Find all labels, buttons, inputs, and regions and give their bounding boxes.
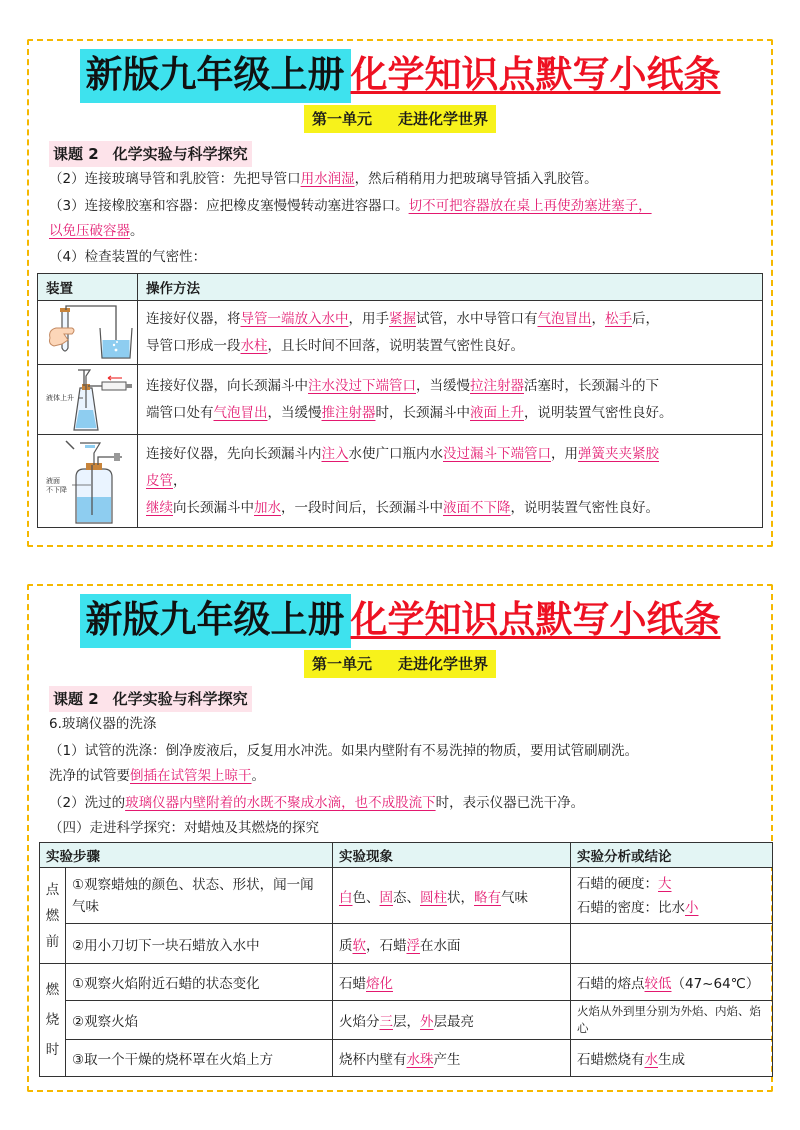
- text-span: 烧杯内壁有: [339, 1052, 407, 1068]
- answer-text: 大: [658, 875, 672, 892]
- answer-text: 圆柱: [420, 889, 447, 906]
- text-span: 层，: [393, 1014, 420, 1030]
- lesson-heading: [49, 686, 252, 712]
- text-span: 石蜡: [339, 976, 366, 992]
- text-span: 石蜡燃烧有: [577, 1052, 645, 1068]
- text-span: ，说明装置气密性良好。: [524, 404, 673, 421]
- apparatus-test-tube-icon: [38, 301, 138, 365]
- paragraph: [49, 194, 755, 244]
- apparatus-clamp-funnel-icon: [38, 435, 138, 528]
- paragraph: （4）检查装置的气密性：: [49, 249, 207, 265]
- answer-text: 液面不下降: [443, 499, 511, 516]
- table-cell: ①观察蜡烛的颜色、状态、形状，闻一闻气味: [66, 868, 333, 924]
- text-span: （2）连接玻璃导管和乳胶管：先把导管口: [49, 171, 301, 187]
- table-cell: [571, 868, 773, 924]
- text-span: 时，表示仪器已洗干净。: [435, 795, 585, 811]
- apparatus-label: 液面: [45, 477, 60, 485]
- answer-text: 注水没过下端管口: [308, 377, 416, 394]
- title-part2: 化学知识点默写小纸条: [350, 53, 721, 96]
- table-cell: [333, 868, 571, 924]
- lesson-name: 课题 2: [53, 145, 99, 163]
- table-cell: [138, 301, 763, 365]
- text-span: 端管口处有: [146, 404, 214, 421]
- answer-text: 导管一端放入水中: [240, 310, 349, 327]
- text-span: ，石蜡: [366, 937, 407, 954]
- apparatus-label: 液体上升: [45, 393, 74, 402]
- unit-subject: 走进化学世界: [398, 655, 489, 673]
- answer-text: 三: [379, 1014, 393, 1030]
- group-label: [40, 868, 66, 964]
- answer-text: 加水: [254, 499, 281, 516]
- answer-text: 较低: [644, 976, 672, 992]
- table-row: [38, 365, 763, 435]
- answer-text: 略有: [474, 889, 501, 906]
- table-header: 装置: [38, 274, 138, 301]
- table-row: [38, 301, 763, 365]
- table-cell: ①观察火焰附近石蜡的状态变化: [66, 964, 333, 1001]
- unit-row: [29, 650, 771, 678]
- table-header: 实验分析或结论: [571, 843, 773, 868]
- table-cell: [571, 964, 773, 1001]
- answer-text: 熔化: [366, 976, 393, 992]
- text-span: 在水面: [420, 937, 461, 954]
- unit-heading: [304, 650, 496, 678]
- apparatus-syringe-funnel-icon: [38, 365, 138, 435]
- title-part1: 新版九年级上册: [80, 49, 351, 103]
- text-span: 连接好仪器，先向长颈漏斗内: [146, 445, 322, 462]
- table-header-row: [38, 274, 763, 301]
- group-label-text: 点燃前: [45, 881, 60, 950]
- answer-text: 水柱: [240, 337, 268, 354]
- table-cell: [571, 1040, 773, 1077]
- text-span: ，用手: [348, 310, 389, 327]
- text-span: 色、: [352, 889, 380, 906]
- text-span: 。: [130, 223, 144, 239]
- text-span: 生成: [658, 1052, 685, 1068]
- section-heading: 6.玻璃仪器的洗涤: [49, 716, 157, 732]
- answer-text: 外: [420, 1014, 434, 1030]
- table-cell: ②用小刀切下一块石蜡放入水中: [66, 924, 333, 964]
- answer-text: 注入: [321, 445, 349, 462]
- title-part2: 化学知识点默写小纸条: [350, 598, 721, 641]
- text-span: （2）洗过的: [49, 795, 126, 811]
- text-span: 气味: [501, 889, 528, 906]
- table-row: [40, 1040, 773, 1077]
- text-span: 洗净的试管要: [49, 768, 130, 784]
- text-span: 时，长颈漏斗中: [375, 404, 470, 421]
- text-span: 向长颈漏斗中: [173, 499, 254, 516]
- text-span: 连接好仪器，将: [146, 310, 241, 327]
- table-cell: 火焰从外到里分别为外焰、内焰、焰心: [571, 1001, 773, 1040]
- lesson-subject: 化学实验与科学探究: [112, 690, 248, 708]
- lesson-subject: 化学实验与科学探究: [112, 145, 248, 163]
- table-cell: [333, 924, 571, 964]
- text-span: （47~64℃）: [671, 976, 760, 992]
- paragraph: [49, 791, 755, 816]
- table-row: [40, 964, 773, 1001]
- text-span: 试管，水中导管口有: [416, 310, 538, 327]
- text-span: 状，: [447, 889, 474, 906]
- text-span: ，: [173, 472, 187, 489]
- answer-text: 推注射器: [321, 404, 376, 421]
- text-span: 石蜡的熔点: [577, 976, 645, 992]
- unit-name: 第一单元: [311, 655, 372, 673]
- text-span: 质: [339, 937, 353, 954]
- answer-text: 小: [685, 899, 699, 916]
- table-row: [40, 1001, 773, 1040]
- answer-text: 弹簧夹夹紧胶: [578, 445, 659, 462]
- answer-text: 皮管: [146, 472, 173, 489]
- note-card-1: [27, 39, 773, 547]
- card-title: [29, 49, 771, 105]
- text-span: （1）试管的洗涤：倒净废液后，反复用水冲洗。如果内壁附有不易洗掉的物质，要用试管刷刷洗。: [49, 743, 639, 759]
- group-label-text: 燃烧时: [45, 982, 60, 1058]
- text-span: ，用: [551, 445, 578, 462]
- text-span: ，说明装置气密性良好。: [510, 499, 659, 516]
- answer-text: 以免压破容器: [49, 223, 130, 239]
- answer-text: 软: [352, 937, 366, 954]
- answer-text: 气泡冒出: [213, 404, 268, 421]
- lesson-name: 课题 2: [53, 690, 99, 708]
- card-title: [29, 594, 771, 650]
- text-span: ，当缓慢: [267, 404, 322, 421]
- unit-subject: 走进化学世界: [398, 110, 489, 128]
- airtightness-table: [37, 273, 763, 528]
- table-cell: [333, 1040, 571, 1077]
- table-header: 实验现象: [333, 843, 571, 868]
- answer-text: 玻璃仪器内壁附着的水既不聚成水滴，也不成股流下: [125, 795, 436, 811]
- candle-experiment-table: [39, 842, 773, 1077]
- answer-text: 固: [379, 889, 393, 906]
- answer-text: 拉注射器: [470, 377, 524, 394]
- answer-text: 水: [644, 1052, 658, 1068]
- text-span: 后，: [632, 310, 659, 327]
- text-span: 水使广口瓶内水: [348, 445, 443, 462]
- text-span: 活塞时，长颈漏斗的下: [524, 377, 659, 394]
- text-span: ，一段时间后，长颈漏斗中: [281, 499, 443, 516]
- text-span: 层最亮: [433, 1014, 474, 1030]
- group-label: [40, 964, 66, 1077]
- table-header-row: [40, 843, 773, 868]
- table-row: [40, 924, 773, 964]
- note-card-2: [27, 584, 773, 1092]
- answer-text: 倒插在试管架上晾干: [130, 768, 252, 784]
- lesson-heading: [49, 141, 252, 167]
- table-cell: [333, 1001, 571, 1040]
- paragraph: [49, 739, 755, 764]
- text-span: 石蜡的硬度：: [577, 875, 658, 892]
- answer-text: 继续: [146, 499, 173, 516]
- table-cell: [333, 964, 571, 1001]
- text-span: 导管口形成一段: [146, 337, 241, 354]
- table-cell: ②观察火焰: [66, 1001, 333, 1040]
- answer-text: 浮: [406, 937, 420, 954]
- answer-text: 气泡冒出: [537, 310, 592, 327]
- answer-text: 切不可把容器放在桌上再使劲塞进塞子，: [408, 198, 652, 214]
- answer-text: 没过漏斗下端管口: [443, 445, 551, 462]
- answer-text: 水珠: [406, 1052, 434, 1068]
- answer-text: 松手: [605, 310, 632, 327]
- answer-text: 白: [339, 889, 353, 906]
- text-span: 连接好仪器，向长颈漏斗中: [146, 377, 308, 394]
- answer-text: 液面上升: [470, 404, 524, 421]
- paragraph: [49, 167, 755, 192]
- text-span: 态、: [393, 889, 420, 906]
- table-cell: [571, 924, 773, 964]
- text-span: 石蜡的密度：比水: [577, 899, 685, 916]
- text-span: ，然后稍稍用力把玻璃导管插入乳胶管。: [354, 171, 598, 187]
- answer-text: 用水润湿: [300, 171, 355, 187]
- paragraph: [49, 764, 755, 789]
- text-span: 产生: [433, 1052, 461, 1068]
- unit-name: 第一单元: [311, 110, 372, 128]
- answer-text: 紧握: [389, 310, 416, 327]
- table-header: 实验步骤: [40, 843, 333, 868]
- table-cell: [138, 435, 763, 528]
- text-span: 火焰分: [339, 1014, 380, 1030]
- text-span: （3）连接橡胶塞和容器：应把橡皮塞慢慢转动塞进容器口。: [49, 198, 409, 214]
- text-span: ，当缓慢: [416, 377, 470, 394]
- title-part1: 新版九年级上册: [80, 594, 351, 648]
- apparatus-label: 不下降: [45, 486, 67, 494]
- table-row: [38, 435, 763, 528]
- unit-row: [29, 105, 771, 133]
- table-cell: ③取一个干燥的烧杯罩在火焰上方: [66, 1040, 333, 1077]
- table-cell: [138, 365, 763, 435]
- table-header: 操作方法: [138, 274, 763, 301]
- table-row: [40, 868, 773, 924]
- unit-heading: [304, 105, 496, 133]
- paragraph: （四）走进科学探究：对蜡烛及其燃烧的探究: [49, 820, 319, 836]
- text-span: ，且长时间不回落，说明装置气密性良好。: [267, 337, 524, 354]
- text-span: 。: [251, 768, 265, 784]
- text-span: ，: [591, 310, 605, 327]
